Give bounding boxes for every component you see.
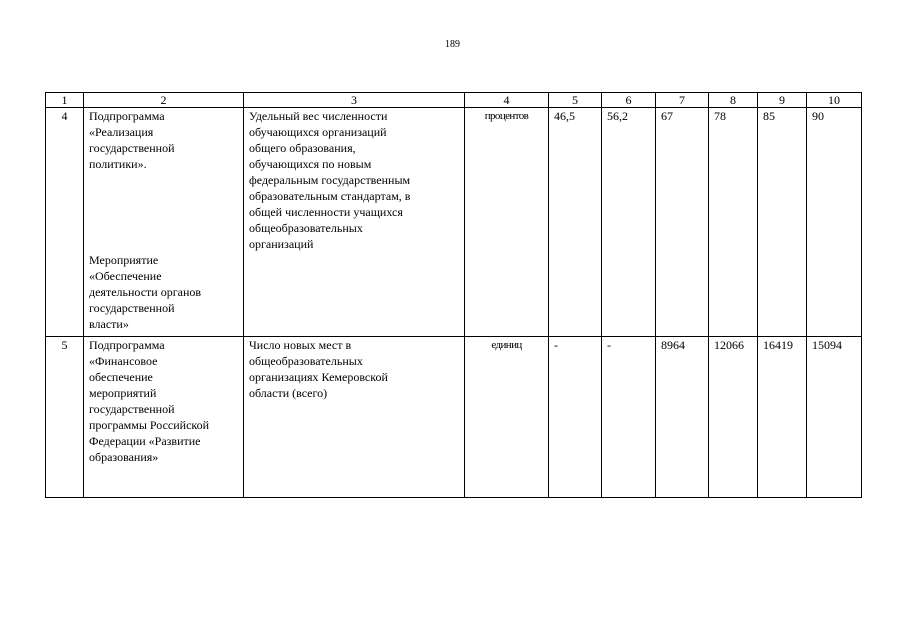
page-number: 189 bbox=[445, 39, 460, 50]
indicator-cell bbox=[244, 108, 465, 337]
program-cell bbox=[84, 337, 244, 498]
header-cell: 6 bbox=[602, 93, 656, 108]
value-cell: 85 bbox=[758, 108, 807, 337]
program-name: Подпрограмма «Финансовое обеспечение мероприятий государственной программы Российской Федерации «Развитие образования» bbox=[89, 338, 210, 464]
value-cell: 78 bbox=[709, 108, 758, 337]
header-cell: 8 bbox=[709, 93, 758, 108]
indicator-table bbox=[45, 92, 862, 498]
program-name: Подпрограмма «Реализация государственной политики». bbox=[89, 109, 175, 171]
indicator-name: Число новых мест в общеобразовательных организациях Кемеровской области (всего) bbox=[249, 338, 388, 400]
header-cell: 4 bbox=[465, 93, 549, 108]
table-header-row bbox=[46, 93, 862, 108]
header-cell: 1 bbox=[46, 93, 84, 108]
header-cell: 3 bbox=[244, 93, 465, 108]
header-cell: 9 bbox=[758, 93, 807, 108]
value-cell: - bbox=[549, 337, 602, 498]
table-row bbox=[46, 108, 862, 337]
header-cell: 5 bbox=[549, 93, 602, 108]
value-cell: 46,5 bbox=[549, 108, 602, 337]
header-cell: 7 bbox=[656, 93, 709, 108]
program-cell bbox=[84, 108, 244, 337]
unit-cell: единиц bbox=[465, 337, 549, 498]
unit-cell: процентов bbox=[465, 108, 549, 337]
value-cell: 12066 bbox=[709, 337, 758, 498]
value-cell: - bbox=[602, 337, 656, 498]
indicator-name: Удельный вес численности обучающихся организаций общего образования, обучающихся по новым федеральным государственным образовательным стандартам, в общей численности учащихся общеобразовательных организаций bbox=[249, 109, 411, 251]
value-cell: 16419 bbox=[758, 337, 807, 498]
row-number: 5 bbox=[46, 337, 84, 498]
header-cell: 2 bbox=[84, 93, 244, 108]
value-cell: 90 bbox=[807, 108, 862, 337]
event-name: Мероприятие «Обеспечение деятельности органов государственной власти» bbox=[89, 253, 202, 331]
value-cell: 56,2 bbox=[602, 108, 656, 337]
value-cell: 8964 bbox=[656, 337, 709, 498]
row-number: 4 bbox=[46, 108, 84, 337]
table-row bbox=[46, 337, 862, 498]
value-cell: 67 bbox=[656, 108, 709, 337]
header-cell: 10 bbox=[807, 93, 862, 108]
indicator-cell bbox=[244, 337, 465, 498]
value-cell: 15094 bbox=[807, 337, 862, 498]
